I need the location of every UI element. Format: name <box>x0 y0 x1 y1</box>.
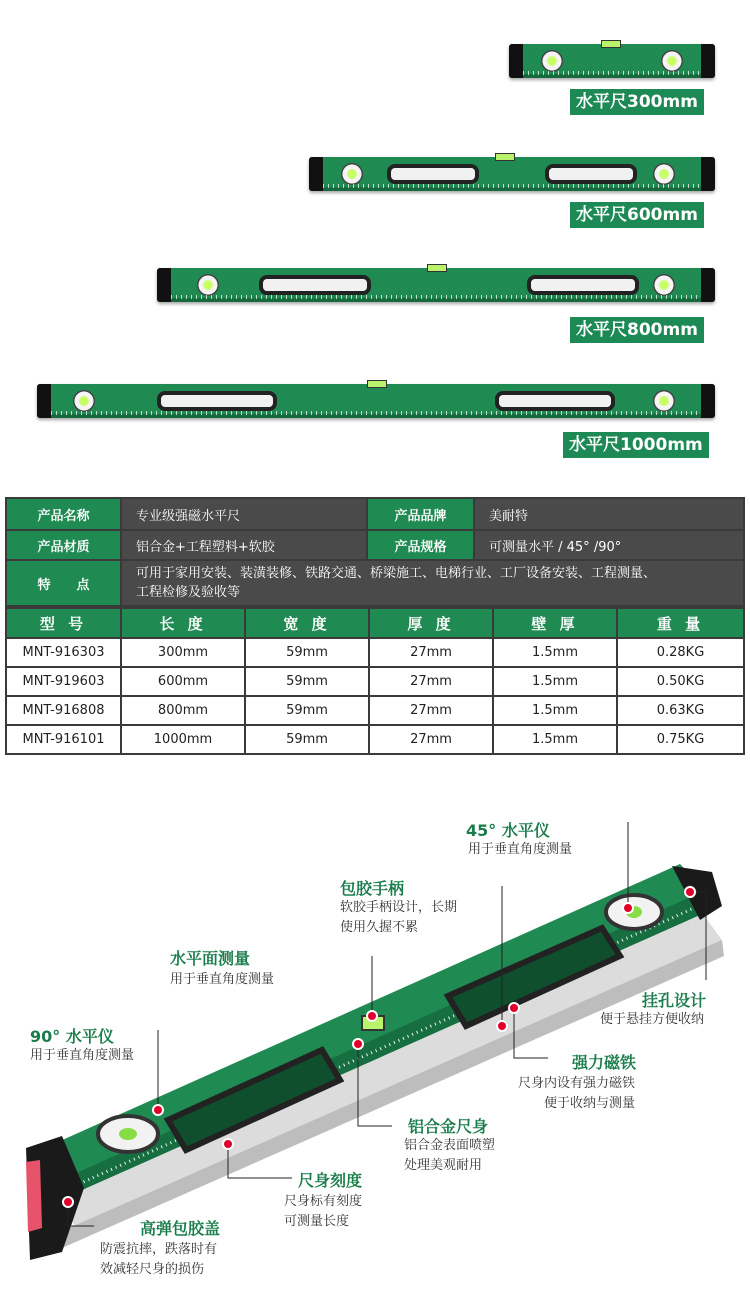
cell-wall: 1.5mm <box>494 697 616 724</box>
vial-icon <box>653 163 675 185</box>
feature-text-line-2: 工程检修及验收等 <box>136 585 241 600</box>
callout-aluminum-desc-2: 处理美观耐用 <box>404 1158 483 1173</box>
cell-wall: 1.5mm <box>494 639 616 666</box>
cell-model: MNT-916101 <box>7 726 120 753</box>
level-feature-diagram <box>0 780 750 1312</box>
product-material-label: 产品材质 <box>7 531 120 559</box>
callout-grip-desc-2: 使用久握不累 <box>340 920 419 935</box>
callout-aluminum-title: 铝合金尺身 <box>408 1117 489 1136</box>
horizontal-vial <box>427 264 447 272</box>
level-600mm-image <box>309 157 715 191</box>
end-cap <box>701 157 715 191</box>
callout-hang-desc: 便于悬挂方便收纳 <box>600 1012 705 1027</box>
product-brand-value: 美耐特 <box>475 499 743 529</box>
end-cap <box>509 44 523 78</box>
cell-model: MNT-919603 <box>7 668 120 695</box>
level-1000mm-label: 水平尺1000mm <box>563 432 709 458</box>
callout-magnet-title: 强力磁铁 <box>572 1053 637 1072</box>
level-300mm-image <box>509 44 715 78</box>
table-row <box>5 666 745 695</box>
callout-cap-desc-2: 效减轻尺身的损伤 <box>100 1262 205 1277</box>
vial-icon <box>541 50 563 72</box>
cell-width: 59mm <box>246 668 368 695</box>
vial-icon <box>661 50 683 72</box>
callout-magnet-desc-1: 尺身内设有强力磁铁 <box>518 1076 636 1091</box>
product-name-label: 产品名称 <box>7 499 120 529</box>
callout-grip-title: 包胶手柄 <box>340 879 405 898</box>
level-300mm-label: 水平尺300mm <box>570 89 704 115</box>
end-cap <box>157 268 171 302</box>
cell-width: 59mm <box>246 639 368 666</box>
table-row <box>5 724 745 753</box>
vial-icon <box>653 274 675 296</box>
callout-cap-desc-1: 防震抗摔，跌落时有 <box>100 1242 218 1257</box>
vial-icon <box>73 390 95 412</box>
product-size-value: 可测量水平 / 45° /90° <box>475 531 743 559</box>
vial-bubble <box>119 1128 137 1140</box>
horizontal-vial <box>495 153 515 161</box>
col-header-weight: 重 量 <box>618 609 743 637</box>
table-row <box>5 695 745 724</box>
spec-row-name <box>5 497 745 529</box>
col-header-model: 型 号 <box>7 609 120 637</box>
level-600mm-label: 水平尺600mm <box>570 202 704 228</box>
cell-wall: 1.5mm <box>494 668 616 695</box>
horizontal-vial <box>601 40 621 48</box>
product-feature-value <box>122 561 743 605</box>
level-800mm-label: 水平尺800mm <box>570 317 704 343</box>
cap-pad <box>26 1160 42 1232</box>
cell-model: MNT-916303 <box>7 639 120 666</box>
end-cap <box>701 44 715 78</box>
ruler-scale <box>523 71 701 75</box>
level-800mm-image <box>157 268 715 302</box>
callout-45-level-title: 45° 水平仪 <box>466 821 550 840</box>
callout-aluminum-desc-1: 铝合金表面喷塑 <box>404 1138 496 1153</box>
cell-length: 800mm <box>122 697 244 724</box>
cell-weight: 0.28KG <box>618 639 743 666</box>
end-cap <box>701 384 715 418</box>
cell-thickness: 27mm <box>370 639 492 666</box>
cell-thickness: 27mm <box>370 668 492 695</box>
callout-cap-title: 高弹包胶盖 <box>140 1219 221 1238</box>
end-cap <box>701 268 715 302</box>
handle <box>545 164 637 184</box>
vial-icon <box>653 390 675 412</box>
callout-scale-title: 尺身刻度 <box>298 1171 363 1190</box>
cell-length: 1000mm <box>122 726 244 753</box>
end-cap <box>37 384 51 418</box>
product-feature-label: 特 点 <box>7 561 120 605</box>
cell-length: 600mm <box>122 668 244 695</box>
handle <box>527 275 639 295</box>
cell-width: 59mm <box>246 697 368 724</box>
product-brand-label: 产品品牌 <box>368 499 473 529</box>
handle <box>495 391 615 411</box>
cell-model: MNT-916808 <box>7 697 120 724</box>
col-header-length: 长 度 <box>122 609 244 637</box>
cell-thickness: 27mm <box>370 726 492 753</box>
callout-horizontal-desc: 用于垂直角度测量 <box>170 972 275 987</box>
handle <box>387 164 479 184</box>
vial-icon <box>197 274 219 296</box>
level-1000mm-image <box>37 384 715 418</box>
ruler-scale <box>171 295 701 299</box>
cell-wall: 1.5mm <box>494 726 616 753</box>
callout-90-level-desc: 用于垂直角度测量 <box>30 1048 135 1063</box>
horizontal-vial <box>367 380 387 388</box>
callout-hang-title: 挂孔设计 <box>642 991 707 1010</box>
handle <box>157 391 277 411</box>
spec-table <box>5 497 745 755</box>
callout-horizontal-title: 水平面测量 <box>170 949 251 968</box>
ruler-scale <box>51 411 701 415</box>
feature-text-line-1: 可用于家用安装、装潢装修、铁路交通、桥梁施工、电梯行业、工厂设备安装、工程测量、 <box>136 566 657 581</box>
spec-row-material <box>5 529 745 559</box>
callout-grip-desc-1: 软胶手柄设计，长期 <box>340 900 458 915</box>
col-header-width: 宽 度 <box>246 609 368 637</box>
callout-45-level-desc: 用于垂直角度测量 <box>468 842 573 857</box>
cell-length: 300mm <box>122 639 244 666</box>
callout-scale-desc-1: 尺身标有刻度 <box>284 1194 363 1209</box>
product-material-value: 铝合金+工程塑料+软胶 <box>122 531 366 559</box>
callout-scale-desc-2: 可测量长度 <box>284 1214 350 1229</box>
end-cap <box>309 157 323 191</box>
cell-weight: 0.63KG <box>618 697 743 724</box>
vial-icon <box>341 163 363 185</box>
callout-90-level-title: 90° 水平仪 <box>30 1027 114 1046</box>
cell-thickness: 27mm <box>370 697 492 724</box>
cell-weight: 0.50KG <box>618 668 743 695</box>
handle <box>259 275 371 295</box>
ruler-scale <box>323 184 701 188</box>
table-row <box>5 637 745 666</box>
spec-row-feature <box>5 559 745 605</box>
callout-magnet-desc-2: 便于收纳与测量 <box>544 1096 636 1111</box>
col-header-wall: 壁 厚 <box>494 609 616 637</box>
spec-header-row <box>5 607 745 637</box>
product-size-label: 产品规格 <box>368 531 473 559</box>
cell-weight: 0.75KG <box>618 726 743 753</box>
product-name-value: 专业级强磁水平尺 <box>122 499 366 529</box>
cell-width: 59mm <box>246 726 368 753</box>
col-header-thickness: 厚 度 <box>370 609 492 637</box>
